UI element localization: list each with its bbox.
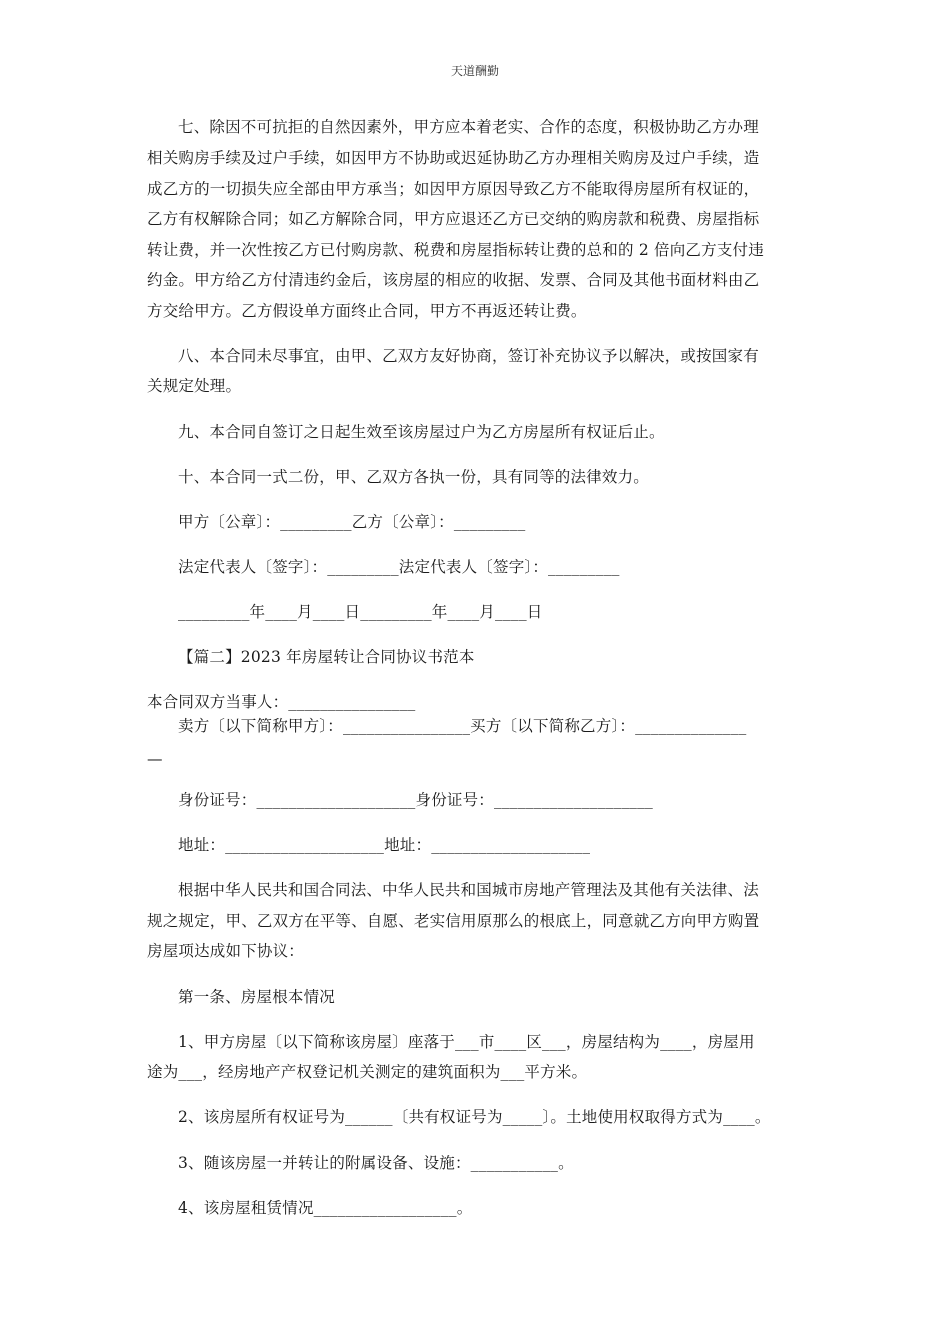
clause10: 十、本合同一式二份，甲、乙双方各执一份，具有同等的法律效力。 [178,468,650,486]
seller-buyer-line: 卖方〔以下简称甲方〕：________________买方〔以下简称乙方〕：______________ [178,717,747,735]
page-header: 天道酬勤 [450,64,499,78]
clause7-line-2: 相关购房手续及过户手续，如因甲方不协助或迟延协助乙方办理相关购房及过户手续，造 [147,149,760,167]
sign-party-line: 甲方〔公章〕：_________乙方〔公章〕：_________ [178,513,526,531]
item1-line-1: 1、甲方房屋〔以下简称该房屋〕座落于___市____区___，房屋结构为____，房屋用 [178,1033,755,1051]
clause7-line-1: 七、除因不可抗拒的自然因素外，甲方应本着老实、合作的态度，积极协助乙方办理 [178,118,759,136]
preamble-line-3: 房屋项达成如下协议： [147,942,305,960]
clause9: 九、本合同自签订之日起生效至该房屋过户为乙方房屋所有权证后止。 [178,423,665,441]
address-line: 地址：____________________地址：____________________ [178,836,591,854]
clause7-line-4: 乙方有权解除合同；如乙方解除合同，甲方应退还乙方已交纳的购房款和税费、房屋指标 [147,210,760,228]
preamble-line-2: 规之规定，甲、乙双方在平等、自愿、老实信用原那么的根底上，同意就乙方向甲方购置 [147,912,760,930]
article1-title: 第一条、房屋根本情况 [178,988,336,1006]
sign-representative-line: 法定代表人〔签字〕：_________法定代表人〔签字〕：_________ [178,558,620,576]
item1-line-2: 途为___，经房地产产权登记机关测定的建筑面积为___平方米。 [147,1063,588,1081]
seller-buyer-continuation: — [147,750,163,768]
preamble-line-1: 根据中华人民共和国合同法、中华人民共和国城市房地产管理法及其他有关法律、法 [178,881,759,899]
clause7-line-6: 约金。甲方给乙方付清违约金后，该房屋的相应的收据、发票、合同及其他书面材料由乙 [147,271,760,289]
clause7-line-7: 方交给甲方。乙方假设单方面终止合同，甲方不再返还转让费。 [147,302,587,320]
parties-line: 本合同双方当事人：________________ [147,693,416,711]
item4: 4、该房屋租赁情况__________________。 [178,1199,473,1217]
clause7-line-5: 转让费，并一次性按乙方已付购房款、税费和房屋指标转让费的总和的 2 倍向乙方支付违 [147,241,764,259]
section2-title: 【篇二】2023 年房屋转让合同协议书范本 [178,648,475,666]
id-number-line: 身份证号：____________________身份证号：____________________ [178,791,654,809]
clause7-line-3: 成乙方的一切损失应全部由甲方承当；如因甲方原因导致乙方不能取得房屋所有权证的， [147,180,760,198]
clause8-line-2: 关规定处理。 [147,377,242,395]
item3: 3、随该房屋一并转让的附属设备、设施：___________。 [178,1154,574,1172]
clause8-line-1: 八、本合同未尽事宜，由甲、乙双方友好协商，签订补充协议予以解决，或按国家有 [178,347,759,365]
sign-date-line: _________年____月____日_________年____月____日 [178,603,543,621]
item2: 2、该房屋所有权证号为______〔共有权证号为_____〕。土地使用权取得方式为____。 [178,1108,771,1126]
